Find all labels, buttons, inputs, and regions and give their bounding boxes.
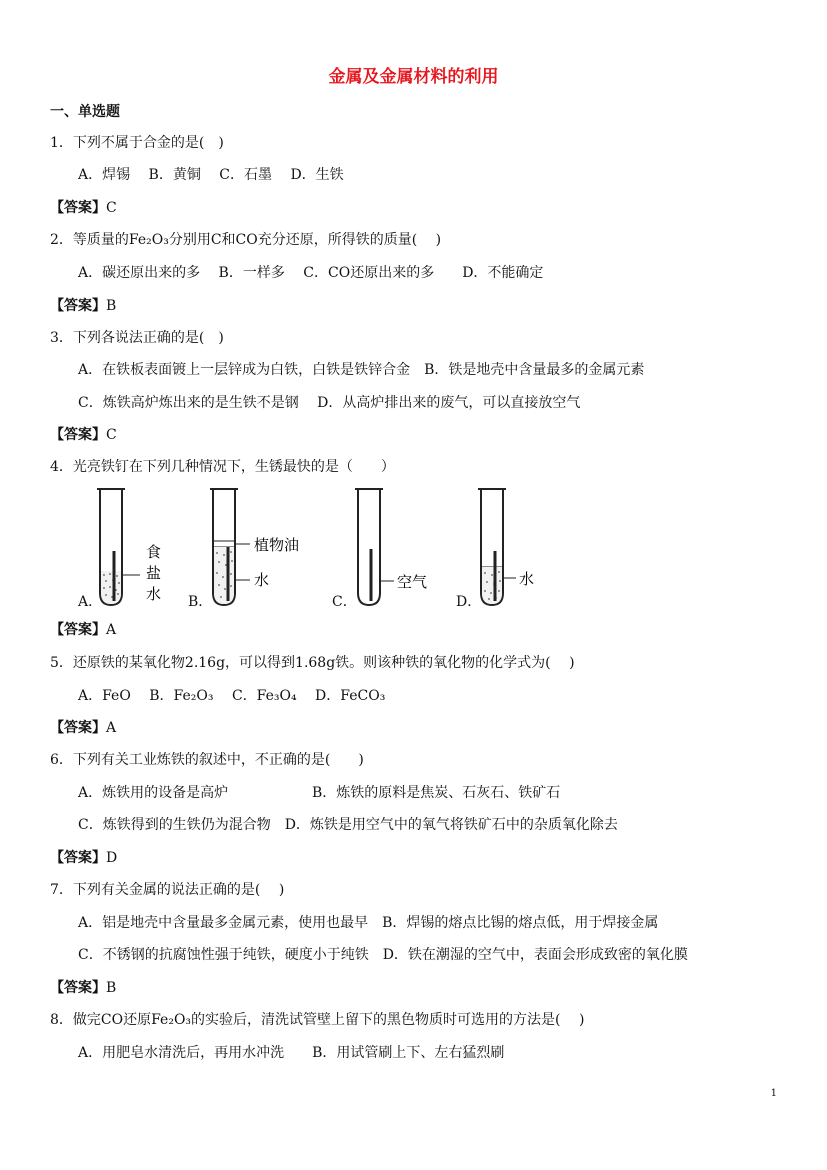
question-7-stem: 7．下列有关金属的说法正确的是( ) [50, 882, 285, 898]
label-water: 水 [254, 571, 270, 589]
question-3-answer [50, 426, 117, 444]
answer-label: 【答案】 [50, 427, 106, 443]
question-3-option-row-2: C．炼铁高炉炼出来的是生铁不是钢 D．从高炉排出来的废气，可以直接放空气 [78, 395, 581, 411]
answer-label: 【答案】 [50, 298, 106, 314]
question-7-option-row-2: C．不锈钢的抗腐蚀性强于纯铁，硬度小于纯铁 D．铁在潮湿的空气中，表面会形成致密的氧化膜 [78, 947, 688, 963]
question-7-answer [50, 979, 116, 997]
option-c-letter: C． [332, 594, 357, 610]
question-6-option-a: A．炼铁用的设备是高炉 [78, 785, 229, 801]
answer-value: A [106, 720, 117, 736]
question-3-option-row-1: A．在铁板表面镀上一层锌成为白铁，白铁是铁锌合金 B．铁是地壳中含量最多的金属元素 [78, 362, 645, 378]
question-5-options: A．FeO B．Fe₂O₃ C．Fe₃O₄ D．FeCO₃ [78, 688, 386, 704]
answer-label: 【答案】 [50, 720, 106, 736]
question-1-stem: 1．下列不属于合金的是( ) [50, 135, 224, 151]
answer-value: B [106, 298, 117, 314]
answer-label: 【答案】 [50, 850, 106, 866]
answer-label: 【答案】 [50, 622, 106, 638]
page-title: 金属及金属材料的利用 [328, 67, 499, 87]
tube-d [478, 489, 534, 605]
question-6-answer [50, 849, 117, 867]
answer-label: 【答案】 [50, 200, 106, 216]
option-b-letter: B． [188, 594, 213, 610]
question-5-stem: 5．还原铁的某氧化物2.16g，可以得到1.68g铁。则该种铁的氧化物的化学式为( ) [50, 655, 575, 671]
answer-value: C [106, 427, 117, 443]
answer-label: 【答案】 [50, 980, 106, 996]
question-4-stem: 4．光亮铁钉在下列几种情况下，生锈最快的是（ ） [50, 459, 395, 475]
question-6-option-row-2: C．炼铁得到的生铁仍为混合物 D．炼铁是用空气中的氧气将铁矿石中的杂质氧化除去 [78, 817, 618, 833]
question-6-option-b: B．炼铁的原料是焦炭、石灰石、铁矿石 [312, 785, 561, 801]
question-5-answer [50, 719, 116, 737]
question-2-answer [50, 297, 116, 315]
label-oil: 植物油 [254, 536, 300, 554]
label-salt-2: 盐 [146, 564, 162, 582]
label-salt-1: 食 [146, 543, 162, 561]
test-tubes-svg [0, 485, 827, 615]
option-d-letter: D． [456, 594, 482, 610]
question-2-stem: 2．等质量的Fe₂O₃分别用C和CO充分还原，所得铁的质量( ) [50, 232, 442, 248]
page-number: 1 [770, 1088, 777, 1099]
question-1-answer [50, 199, 117, 217]
answer-value: C [106, 200, 117, 216]
question-8-options: A．用肥皂水清洗后，再用水冲洗 B．用试管刷上下、左右猛烈刷 [78, 1045, 505, 1061]
question-4-answer [50, 621, 116, 639]
answer-value: A [106, 622, 117, 638]
section-heading: 一、单选题 [50, 104, 120, 120]
tube-b [210, 489, 299, 605]
question-6-stem: 6．下列有关工业炼铁的叙述中，不正确的是( ) [50, 752, 364, 768]
question-7-option-row-1: A．铝是地壳中含量最多金属元素，使用也最早 B．焊锡的熔点比锡的熔点低，用于焊接金属 [78, 915, 659, 931]
label-salt-3: 水 [146, 585, 162, 603]
question-8-stem: 8．做完CO还原Fe₂O₃的实验后，清洗试管壁上留下的黑色物质时可选用的方法是( ) [50, 1012, 585, 1028]
question-3-stem: 3．下列各说法正确的是( ) [50, 330, 224, 346]
label-air: 空气 [397, 573, 428, 591]
tube-a [97, 489, 161, 605]
answer-value: B [106, 980, 117, 996]
tube-c [355, 489, 427, 605]
option-a-letter: A． [78, 594, 103, 610]
label-water-2: 水 [519, 570, 535, 588]
question-1-options: A．焊锡 B．黄铜 C．石墨 D．生铁 [78, 167, 344, 183]
answer-value: D [106, 850, 118, 866]
test-tube-figure [0, 485, 827, 615]
question-2-options: A．碳还原出来的多 B．一样多 C．CO还原出来的多 D．不能确定 [78, 265, 544, 281]
